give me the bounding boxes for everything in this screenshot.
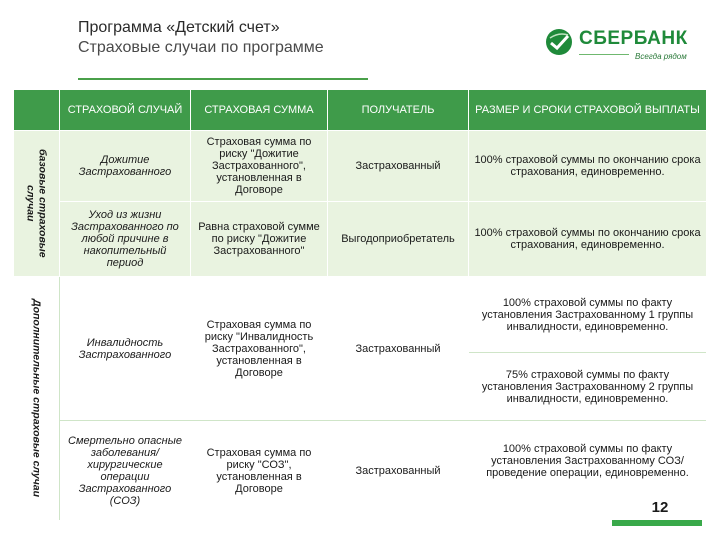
column-header-event: СТРАХОВОЙ СЛУЧАЙ (60, 90, 190, 130)
group-additional-label: Дополнительные страховые случаи (30, 299, 43, 498)
corner-cell (14, 90, 59, 130)
row2-recipient: Выгодоприобретатель (328, 202, 468, 276)
grid-line (469, 352, 706, 353)
row3-event: Инвалидность Застрахованного (60, 277, 190, 420)
row4-payout: 100% страховой суммы по факту установления Застрахованному СОЗ/ проведение операции, единовременно. (469, 421, 706, 501)
row3-recipient: Застрахованный (328, 277, 468, 420)
row2-event: Уход из жизни Застрахованного по любой причине в накопительный период (60, 202, 190, 276)
logo-tagline: Всегда рядом (635, 52, 687, 61)
group-basic-label: базовые страховые случаи (24, 149, 49, 258)
row3-payout-1: 100% страховой суммы по факту установления Застрахованному 1 группы инвалидности, единовременно. (469, 277, 706, 352)
title-underline (78, 78, 368, 80)
page-subtitle: Страховые случаи по программе (78, 39, 324, 56)
row1-payout: 100% страховой суммы по окончанию срока страхования, единовременно. (469, 131, 706, 201)
group-basic (14, 131, 59, 276)
column-header-sum: СТРАХОВАЯ СУММА (191, 90, 327, 130)
row4-sum: Страховая сумма по риску "СОЗ", установленная в Договоре (191, 421, 327, 520)
row3-payout-2: 75% страховой суммы по факту установления Застрахованному 2 группы инвалидности, единовременно. (469, 353, 706, 420)
column-header-payout: РАЗМЕР И СРОКИ СТРАХОВОЙ ВЫПЛАТЫ (469, 90, 706, 130)
row4-recipient: Застрахованный (328, 421, 468, 520)
row2-payout: 100% страховой суммы по окончанию срока страхования, единовременно. (469, 202, 706, 276)
logo-name: СБЕРБАНК (579, 28, 688, 49)
row2-sum: Равна страховой сумме по риску "Дожитие Застрахованного" (191, 202, 327, 276)
title-block (78, 18, 324, 58)
row3-sum: Страховая сумма по риску "Инвалидность Застрахованного", установленная в Договоре (191, 277, 327, 420)
page-number-bar (612, 520, 702, 526)
page-title: Программа «Детский счет» (78, 19, 280, 36)
insurance-table (14, 90, 706, 520)
row4-event: Смертельно опасные заболевания/хирургические операции Застрахованного (СОЗ) (60, 421, 190, 520)
row1-recipient: Застрахованный (328, 131, 468, 201)
column-header-recipient: ПОЛУЧАТЕЛЬ (328, 90, 468, 130)
page-number: 12 (630, 494, 690, 520)
group-additional (14, 277, 59, 520)
sberbank-logo-icon (545, 28, 573, 56)
grid-line (60, 420, 469, 421)
logo-divider (579, 54, 629, 55)
sberbank-logo (545, 26, 695, 66)
row1-sum: Страховая сумма по риску "Дожитие Застрахованного", установленная в Договоре (191, 131, 327, 201)
row1-event: Дожитие Застрахованного (60, 131, 190, 201)
grid-line (469, 420, 706, 421)
grid-line (59, 277, 60, 520)
